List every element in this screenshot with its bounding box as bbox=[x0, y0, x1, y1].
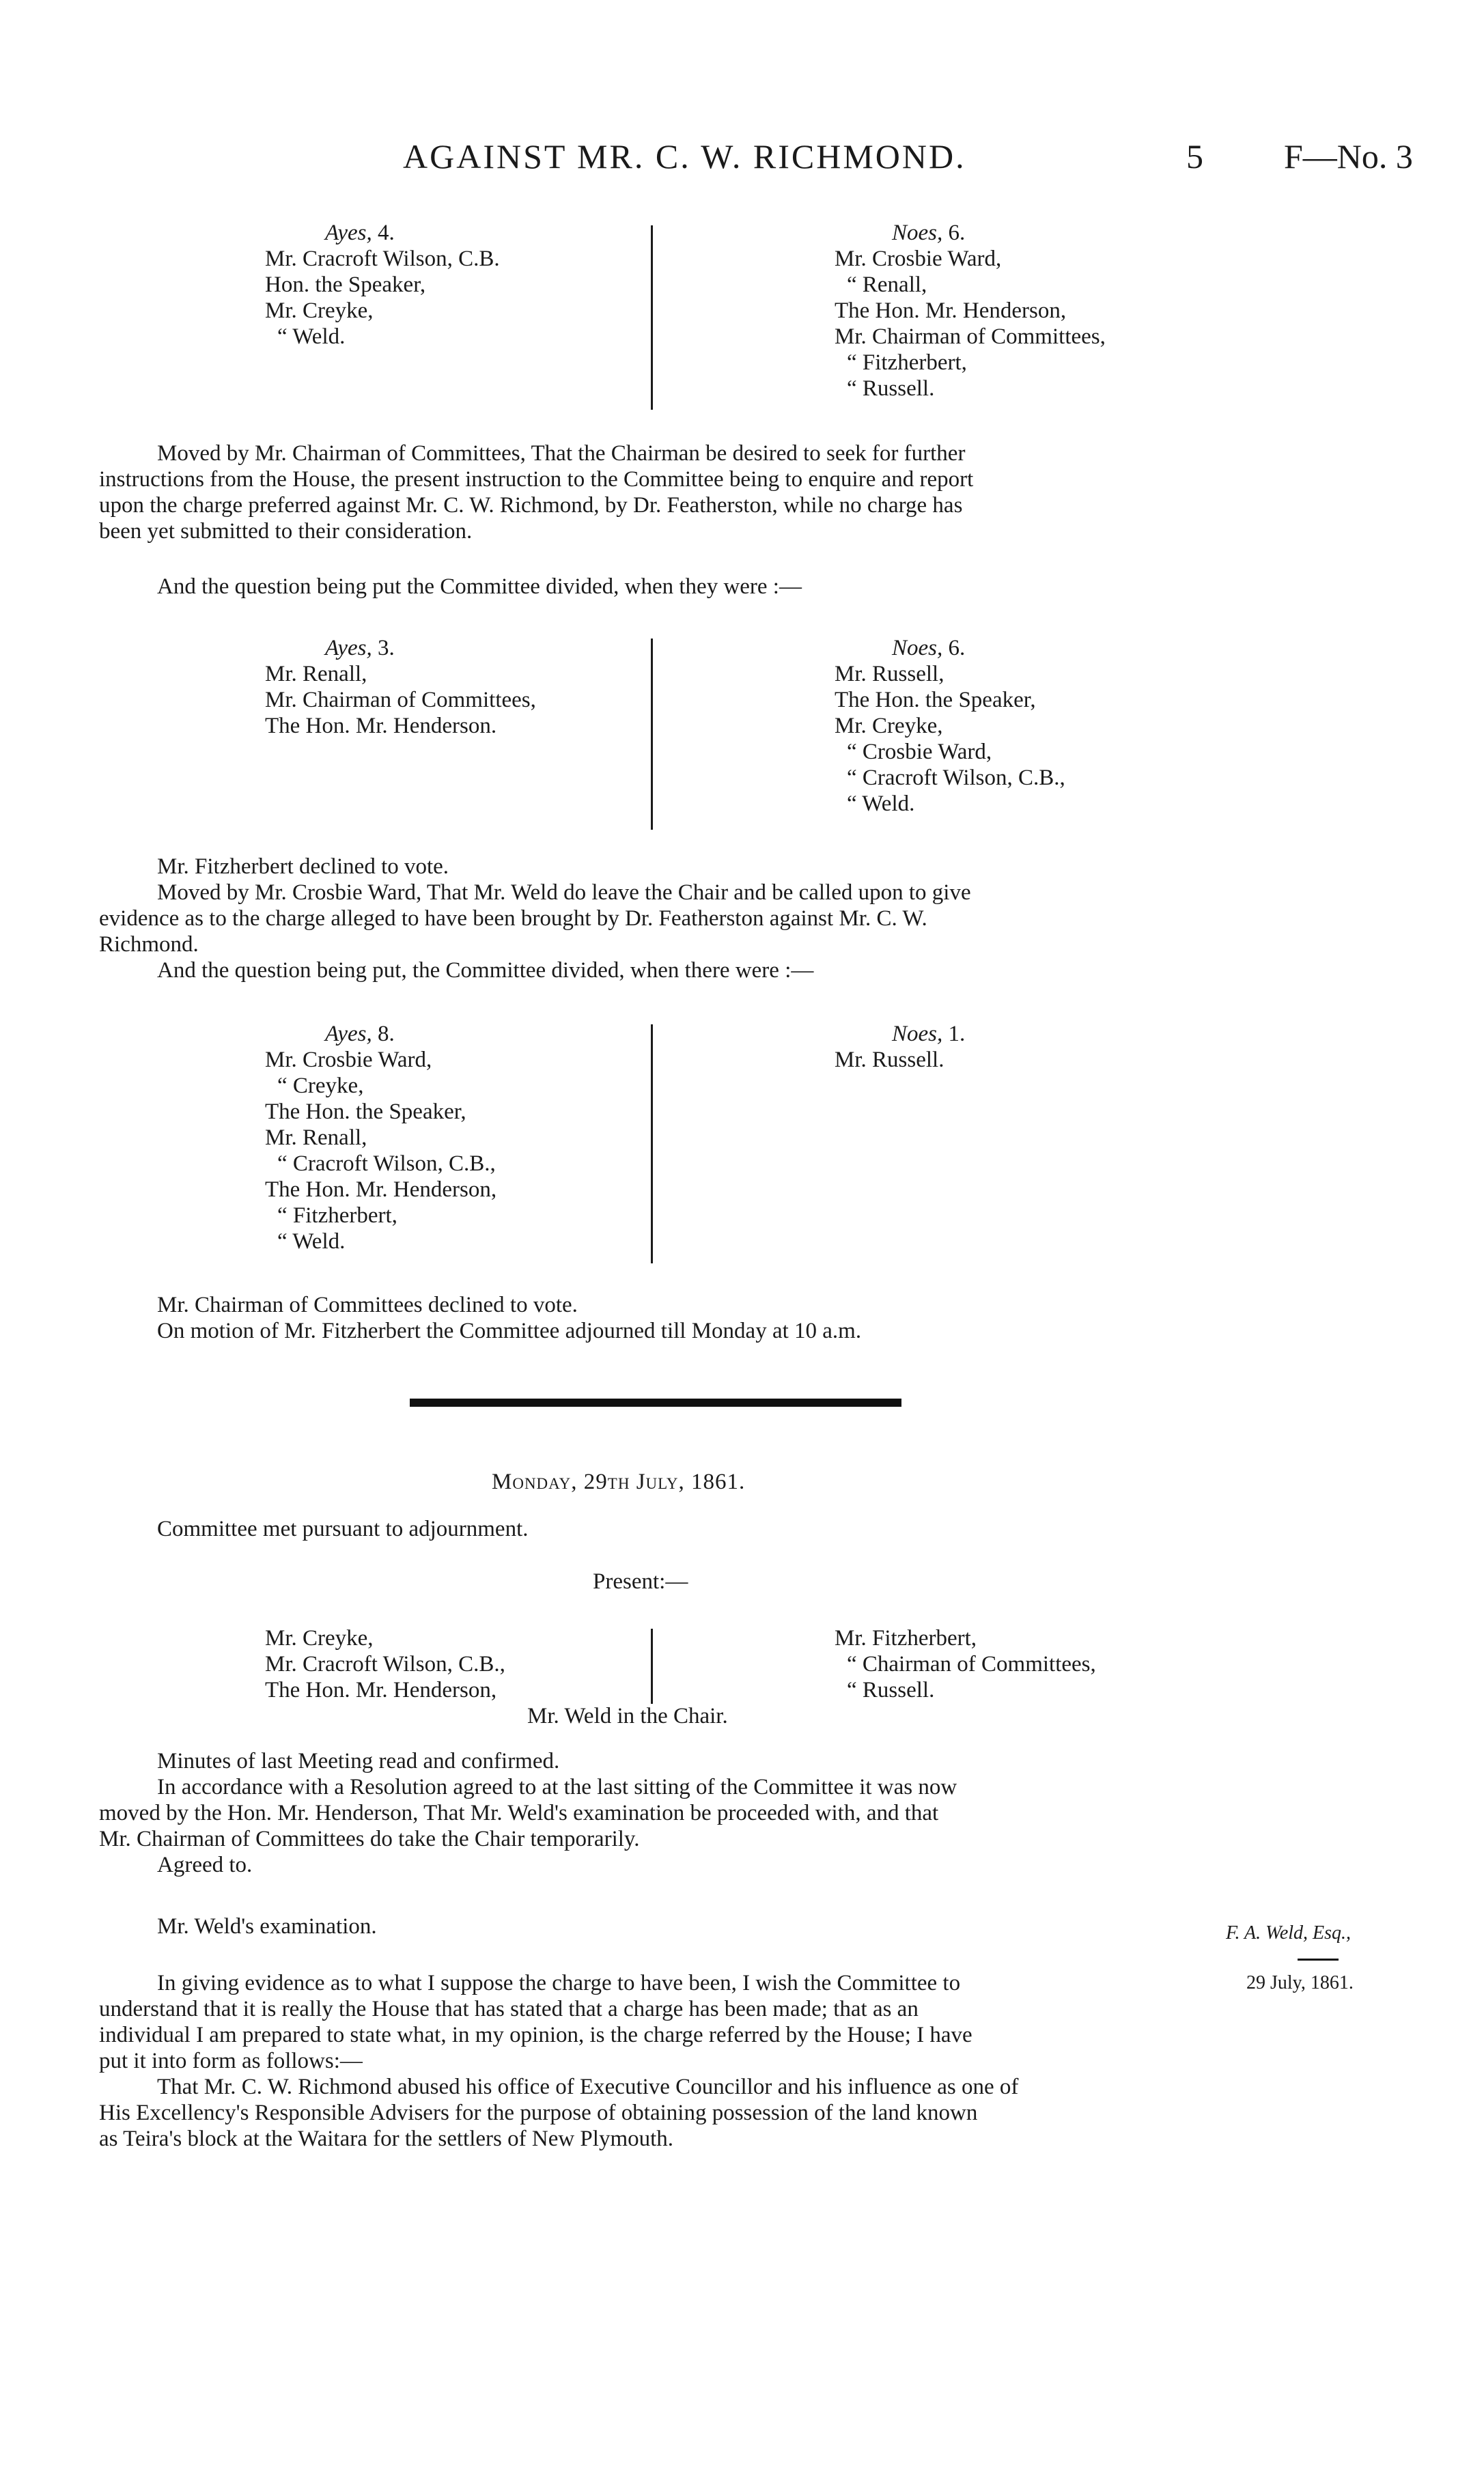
noes-member: “ Russell. bbox=[847, 376, 935, 401]
division-1-ayes bbox=[265, 220, 500, 350]
motion-line: upon the charge preferred against Mr. C. W. Richmond, by Dr. Featherston, while no charge has bbox=[99, 493, 963, 518]
examination-heading: Mr. Weld's examination. bbox=[157, 1914, 377, 1939]
motion-1 bbox=[99, 440, 1216, 544]
evidence-line: In giving evidence as to what I suppose the charge to have been, I wish the Committee to bbox=[157, 1971, 961, 1995]
resolution-line: moved by the Hon. Mr. Henderson, That Mr. Weld's examination be proceeded with, and that bbox=[99, 1801, 939, 1825]
noes-member: Mr. Russell, bbox=[835, 662, 944, 686]
noes-heading: Noes, 1. bbox=[892, 1022, 966, 1046]
present-left bbox=[265, 1625, 505, 1703]
resolution-line: Mr. Chairman of Committees do take the Chair temporarily. bbox=[99, 1827, 640, 1851]
question-line: And the question being put the Committee divided, when they were :— bbox=[157, 574, 802, 599]
division-1-noes bbox=[835, 220, 1106, 402]
ayes-member: Mr. Creyke, bbox=[265, 298, 374, 323]
evidence-line: put it into form as follows:— bbox=[99, 2049, 363, 2073]
ayes-member: Mr. Renall, bbox=[265, 662, 367, 686]
question-1 bbox=[99, 574, 1216, 600]
noes-member: Mr. Crosbie Ward, bbox=[835, 247, 1002, 271]
resolution-line: In accordance with a Resolution agreed to at the last sitting of the Committee it was now bbox=[157, 1775, 957, 1799]
ayes-member: Mr. Crosbie Ward, bbox=[265, 1048, 432, 1072]
margin-date: 29 July, 1861. bbox=[1246, 1972, 1354, 1993]
ayes-member: “ Cracroft Wilson, C.B., bbox=[277, 1151, 496, 1176]
noes-member: Mr. Creyke, bbox=[835, 714, 943, 738]
margin-rule bbox=[1298, 1959, 1339, 1961]
examination-heading-block bbox=[99, 1913, 1216, 1939]
agreed-line: Agreed to. bbox=[157, 1853, 253, 1877]
noes-heading: Noes, 6. bbox=[892, 221, 966, 245]
ayes-member: “ Weld. bbox=[277, 1229, 346, 1254]
column-divider bbox=[651, 639, 653, 830]
evidence-line: understand that it is really the House that has stated that a charge has been made; that as an bbox=[99, 1997, 919, 2021]
division-3-noes bbox=[835, 1021, 965, 1073]
noes-member: Mr. Chairman of Committees, bbox=[835, 324, 1106, 349]
motion-line: Moved by Mr. Chairman of Committees, That the Chairman be desired to seek for further bbox=[157, 441, 966, 466]
page-number: 5 bbox=[1186, 137, 1203, 176]
motion-line: instructions from the House, the present instruction to the Committee being to enquire and report bbox=[99, 467, 974, 492]
met-line-block bbox=[99, 1516, 1216, 1542]
chair-line: Mr. Weld in the Chair. bbox=[527, 1704, 728, 1728]
paper-reference: F—No. 3 bbox=[1284, 137, 1413, 176]
present-heading: Present:— bbox=[593, 1569, 688, 1594]
charge-line: as Teira's block at the Waitara for the settlers of New Plymouth. bbox=[99, 2127, 674, 2151]
resolution-block bbox=[99, 1748, 1216, 1878]
noes-heading: Noes, 6. bbox=[892, 636, 966, 660]
motion-2 bbox=[99, 854, 1216, 983]
column-divider bbox=[651, 225, 653, 410]
section-rule bbox=[410, 1399, 901, 1407]
column-divider bbox=[651, 1629, 653, 1704]
ayes-member: The Hon. the Speaker, bbox=[265, 1099, 466, 1124]
charge-line: That Mr. C. W. Richmond abused his office of Executive Councillor and his influence as one of bbox=[157, 2075, 1019, 2099]
ayes-member: Mr. Renall, bbox=[265, 1125, 367, 1150]
column-divider bbox=[651, 1024, 653, 1263]
closing bbox=[99, 1292, 1216, 1344]
ayes-heading: Ayes, 4. bbox=[325, 221, 395, 245]
noes-member: “ Fitzherbert, bbox=[847, 350, 967, 375]
motion-line: evidence as to the charge alleged to have been brought by Dr. Featherston against Mr. C. W. bbox=[99, 906, 927, 931]
ayes-member: The Hon. Mr. Henderson. bbox=[265, 714, 497, 738]
present-member: Mr. Creyke, bbox=[265, 1626, 374, 1651]
declined-line: Mr. Chairman of Committees declined to vote. bbox=[157, 1293, 578, 1317]
motion-line: Moved by Mr. Crosbie Ward, That Mr. Weld do leave the Chair and be called upon to give bbox=[157, 880, 971, 905]
present-member: The Hon. Mr. Henderson, bbox=[265, 1678, 497, 1702]
question-line: And the question being put, the Committee divided, when there were :— bbox=[157, 958, 814, 983]
noes-member: “ Renall, bbox=[847, 272, 927, 297]
division-3-ayes bbox=[265, 1021, 496, 1254]
present-right bbox=[835, 1625, 1096, 1703]
present-member: “ Russell. bbox=[847, 1678, 935, 1702]
minutes-line: Minutes of last Meeting read and confirmed. bbox=[157, 1749, 560, 1773]
running-title: AGAINST MR. C. W. RICHMOND. bbox=[403, 137, 966, 176]
noes-member: “ Cracroft Wilson, C.B., bbox=[847, 766, 1065, 790]
noes-member: The Hon. Mr. Henderson, bbox=[835, 298, 1067, 323]
evidence-line: individual I am prepared to state what, in my opinion, is the charge referred by the House; I have bbox=[99, 2023, 972, 2047]
ayes-member: Mr. Chairman of Committees, bbox=[265, 688, 536, 712]
evidence-block bbox=[99, 1970, 1216, 2152]
ayes-member: “ Weld. bbox=[277, 324, 346, 349]
ayes-member: “ Fitzherbert, bbox=[277, 1203, 397, 1228]
charge-line: His Excellency's Responsible Advisers for the purpose of obtaining possession of the land known bbox=[99, 2101, 978, 2125]
ayes-heading: Ayes, 3. bbox=[325, 636, 395, 660]
ayes-heading: Ayes, 8. bbox=[325, 1022, 395, 1046]
present-member: “ Chairman of Committees, bbox=[847, 1652, 1096, 1677]
motion-line: been yet submitted to their consideration. bbox=[99, 519, 473, 544]
noes-member: “ Weld. bbox=[847, 791, 915, 816]
division-2-noes bbox=[835, 635, 1065, 817]
margin-witness: F. A. Weld, Esq., bbox=[1226, 1922, 1352, 1944]
noes-member: Mr. Russell. bbox=[835, 1048, 944, 1072]
declined-line: Mr. Fitzherbert declined to vote. bbox=[157, 854, 449, 879]
ayes-member: “ Creyke, bbox=[277, 1074, 364, 1098]
ayes-member: Mr. Cracroft Wilson, C.B. bbox=[265, 247, 500, 271]
ayes-member: Hon. the Speaker, bbox=[265, 272, 426, 297]
noes-member: The Hon. the Speaker, bbox=[835, 688, 1036, 712]
ayes-member: The Hon. Mr. Henderson, bbox=[265, 1177, 497, 1202]
present-member: Mr. Cracroft Wilson, C.B., bbox=[265, 1652, 505, 1677]
motion-line: Richmond. bbox=[99, 932, 199, 957]
present-member: Mr. Fitzherbert, bbox=[835, 1626, 977, 1651]
adjourned-line: On motion of Mr. Fitzherbert the Committee adjourned till Monday at 10 a.m. bbox=[157, 1319, 862, 1343]
division-2-ayes bbox=[265, 635, 536, 739]
meeting-date: Monday, 29th July, 1861. bbox=[492, 1470, 746, 1494]
noes-member: “ Crosbie Ward, bbox=[847, 740, 992, 764]
met-line: Committee met pursuant to adjournment. bbox=[157, 1517, 529, 1541]
